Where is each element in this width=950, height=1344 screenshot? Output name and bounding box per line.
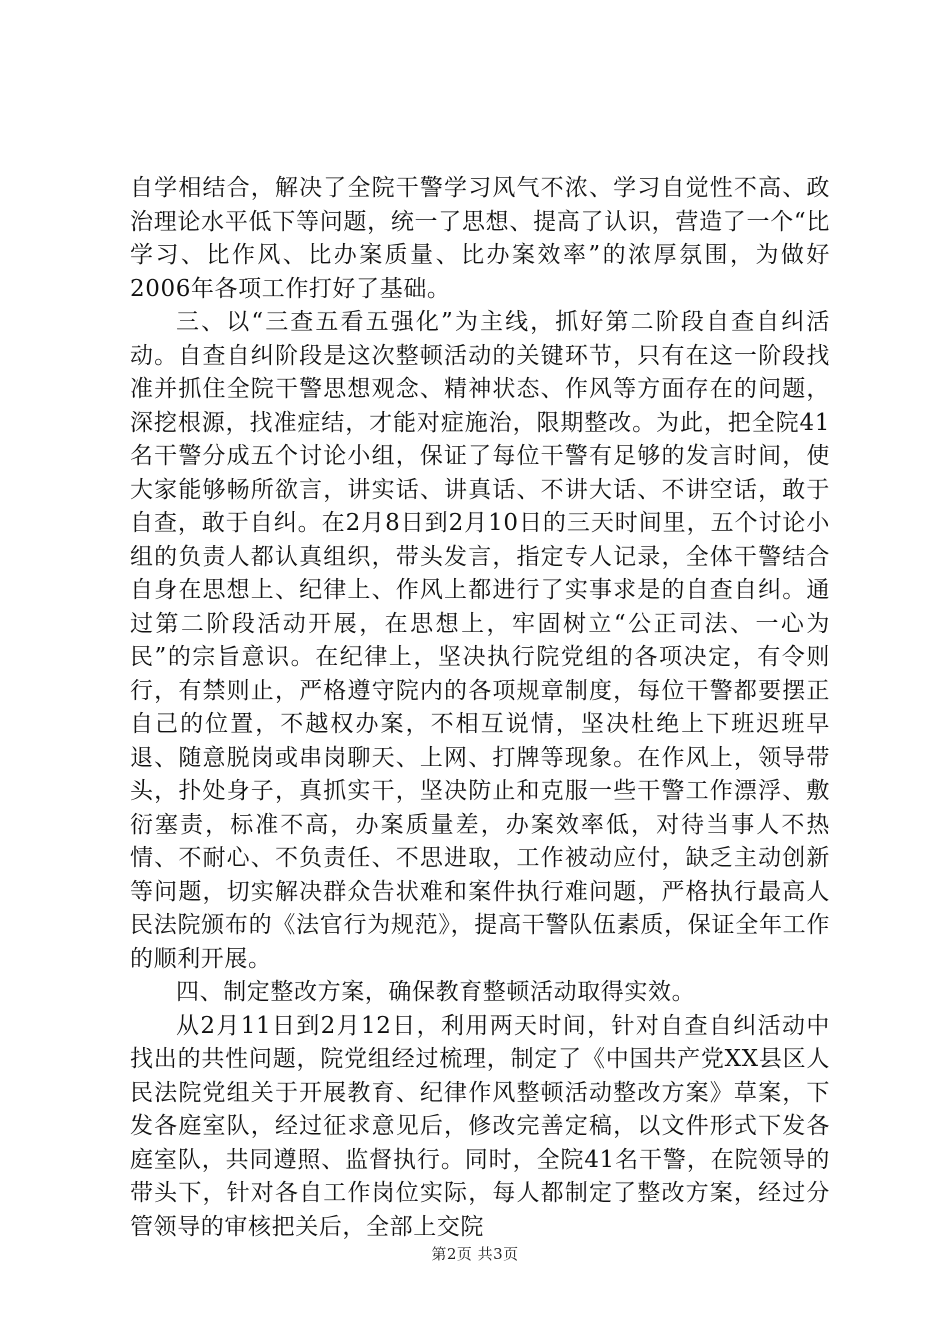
paragraph-section-three: 三、以“三查五看五强化”为主线，抓好第二阶段自查自纠活动。自查自纠阶段是这次整顿活动的关键环节，只有在这一阶段找准并抓住全院干警思想观念、精神状态、作风等方面存在的问题，深挖根源，找准症结，才能对症施治，限期整改。为此，把全院41名干警分成五个讨论小组，保证了每位干警有足够的发言时间，使大家能够畅所欲言，讲实话、讲真话、不讲大话、不讲空话，敢于自查，敢于自纠。在2月8日到2月10日的三天时间里，五个讨论小组的负责人都认真组织，带头发言，指定专人记录，全体干警结合自身在思想上、纪律上、作风上都进行了实事求是的自查自纠。通过第二阶段活动开展，在思想上，牢固树立“公正司法、一心为民”的宗旨意识。在纪律上，坚决执行院党组的各项决定，有令则行，有禁则止，严格遵守院内的各项规章制度，每位干警都要摆正自己的位置，不越权办案，不相互说情，坚决杜绝上下班迟班早退、随意脱岗或串岗聊天、上网、打牌等现象。在作风上，领导带头，扑处身子，真抓实干，坚决防止和克服一些干警工作漂浮、敷衍塞责，标准不高，办案质量差，办案效率低，对待当事人不热情、不耐心、不负责任、不思进取，工作被动应付，缺乏主动创新等问题，切实解决群众告状难和案件执行难问题，严格执行最高人民法院颁布的《法官行为规范》，提高干警队伍素质，保证全年工作的顺利开展。: [130, 309, 830, 972]
paragraph-continuation: 自学相结合，解决了全院干警学习风气不浓、学习自觉性不高、政治理论水平低下等问题，统一了思想、提高了认识，营造了一个“比学习、比作风、比办案质量、比办案效率”的浓厚氛围，为做好2006年各项工作打好了基础。: [130, 175, 830, 302]
page-footer: 第2页 共3页: [431, 1245, 519, 1263]
paragraph-section-four-body: 从2月11日到2月12日，利用两天时间，针对自查自纠活动中找出的共性问题，院党组经过梳理，制定了《中国共产党XX县区人民法院党组关于开展教育、纪律作风整顿活动整改方案》草案，下发各庭室队，经过征求意见后，修改完善定稿，以文件形式下发各庭室队，共同遵照、监督执行。同时，全院41名干警，在院领导的带头下，针对各自工作岗位实际，每人都制定了整改方案，经过分管领导的审核把关后，全部上交院: [130, 1012, 830, 1240]
paragraph-section-four-heading: 四、制定整改方案，确保教育整顿活动取得实效。: [176, 979, 696, 1005]
body-text: [130, 172, 830, 1244]
